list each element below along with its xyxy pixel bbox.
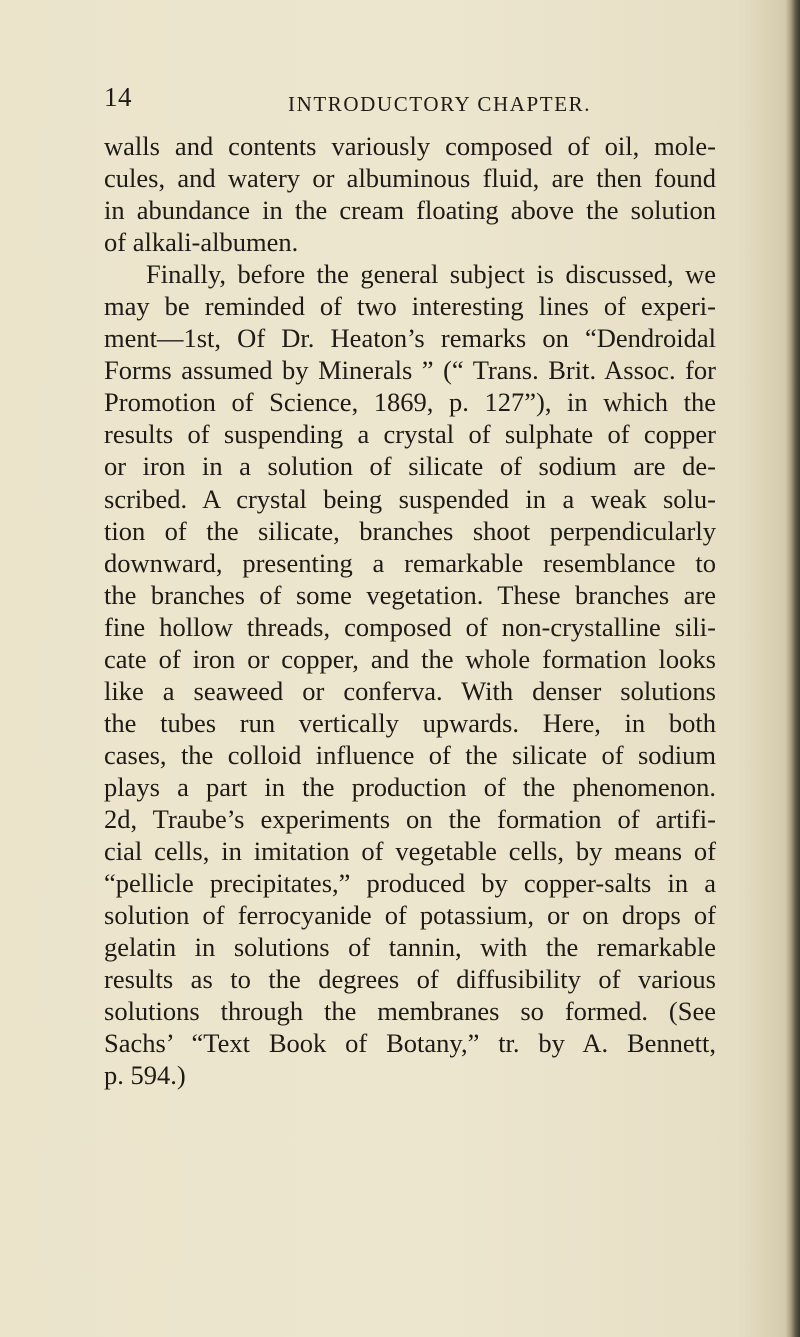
- text-line: may be reminded of two interesting lines of experi-: [104, 291, 716, 322]
- text-line: tion of the silicate, branches shoot perpendicularly: [104, 515, 716, 546]
- text-line: p. 594.): [104, 1060, 186, 1091]
- page-edge: [786, 0, 800, 1337]
- page-number: 14: [104, 82, 132, 112]
- text-line: ment—1st, Of Dr. Heaton’s remarks on “Dendroidal: [104, 323, 716, 354]
- text-line: results as to the degrees of diffusibility of various: [104, 964, 716, 995]
- text-line: cial cells, in imitation of vegetable cells, by means of: [104, 836, 716, 867]
- text-line: of alkali-albumen.: [104, 227, 299, 258]
- paragraph-start-line: Finally, before the general subject is discussed, we: [146, 259, 716, 290]
- text-line: results of suspending a crystal of sulphate of copper: [104, 419, 716, 450]
- text-line: walls and contents variously composed of oil, mole-: [104, 131, 716, 161]
- text-line: Promotion of Science, 1869, p. 127”), in which the: [104, 387, 716, 418]
- text-line: “pellicle precipitates,” produced by copper-salts in a: [104, 868, 716, 899]
- text-line: Forms assumed by Minerals ” (“ Trans. Brit. Assoc. for: [104, 355, 716, 386]
- text-line: gelatin in solutions of tannin, with the remarkable: [104, 932, 716, 963]
- text-line: the tubes run vertically upwards. Here, in both: [104, 707, 716, 738]
- text-line: like a seaweed or conferva. With denser solutions: [104, 675, 716, 706]
- text-line: cate of iron or copper, and the whole formation looks: [104, 643, 716, 674]
- text-line: cules, and watery or albuminous fluid, are then found: [104, 163, 716, 194]
- text-line: the branches of some vegetation. These branches are: [104, 579, 716, 610]
- text-line: 2d, Traube’s experiments on the formation of artifi-: [104, 803, 716, 834]
- text-line: solution of ferrocyanide of potassium, or on drops of: [104, 900, 716, 931]
- text-line: in abundance in the cream floating above the solution: [104, 195, 716, 226]
- text-line: Sachs’ “Text Book of Botany,” tr. by A. Bennett,: [104, 1028, 716, 1059]
- text-line: plays a part in the production of the phenomenon.: [104, 771, 716, 802]
- text-line: downward, presenting a remarkable resemblance to: [104, 547, 716, 578]
- running-title: INTRODUCTORY CHAPTER.: [288, 92, 592, 116]
- text-line: scribed. A crystal being suspended in a weak solu-: [104, 483, 716, 514]
- text-line: fine hollow threads, composed of non-crystalline sili-: [104, 611, 716, 642]
- text-line: cases, the colloid influence of the silicate of sodium: [104, 739, 716, 770]
- body-text: [104, 130, 716, 1091]
- text-line: or iron in a solution of silicate of sodium are de-: [104, 451, 716, 482]
- text-line: solutions through the membranes so formed. (See: [104, 996, 716, 1027]
